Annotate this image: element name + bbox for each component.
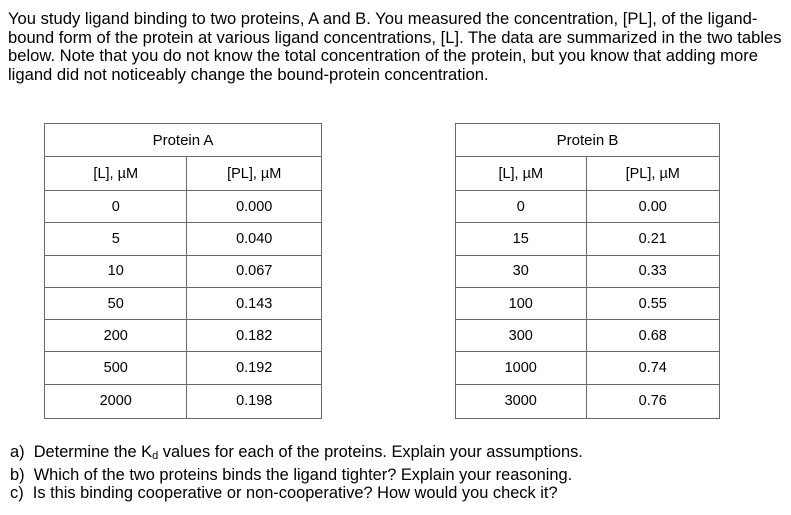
question-text: values for each of the proteins. Explain your assumptions. <box>158 443 583 461</box>
table-row <box>45 320 322 352</box>
question-a <box>10 443 583 466</box>
table-row <box>45 352 322 384</box>
table-row <box>456 255 720 287</box>
table-row <box>456 287 720 319</box>
bound-conc-cell: 0.33 <box>586 255 720 287</box>
question-marker: b) <box>10 465 25 484</box>
subscript-d: d <box>152 450 159 462</box>
protein-a-table <box>44 123 322 419</box>
bound-conc-cell: 0.74 <box>586 352 720 384</box>
question-text: Determine the K <box>33 443 153 461</box>
table-row <box>45 384 322 418</box>
bound-conc-cell: 0.55 <box>586 287 720 319</box>
table-row <box>456 191 720 223</box>
bound-conc-cell: 0.76 <box>586 384 720 418</box>
column-header: [PL], µM <box>586 157 720 191</box>
ligand-conc-cell: 0 <box>45 191 187 223</box>
question-text: Which of the two proteins binds the ligand tighter? Explain your reasoning. <box>33 465 573 484</box>
ligand-conc-cell: 100 <box>456 287 587 319</box>
table-body <box>45 157 322 419</box>
ligand-conc-cell: 300 <box>456 320 587 352</box>
bound-conc-cell: 0.000 <box>187 191 322 223</box>
protein-b-table <box>455 123 720 419</box>
header-row <box>456 157 720 191</box>
header-row <box>45 157 322 191</box>
bound-conc-cell: 0.143 <box>187 287 322 319</box>
question-c <box>10 484 583 503</box>
table-title: Protein B <box>456 124 720 157</box>
table-row <box>45 255 322 287</box>
bound-conc-cell: 0.067 <box>187 255 322 287</box>
column-header: [PL], µM <box>187 157 322 191</box>
question-marker: a) <box>10 443 25 461</box>
table-row <box>456 320 720 352</box>
ligand-conc-cell: 500 <box>45 352 187 384</box>
bound-conc-cell: 0.198 <box>187 384 322 418</box>
bound-conc-cell: 0.00 <box>586 191 720 223</box>
ligand-conc-cell: 2000 <box>45 384 187 418</box>
column-header: [L], µM <box>45 157 187 191</box>
problem-intro: You study ligand binding to two proteins, A and B. You measured the concentration, [PL], of the ligand-bound form of the protein at various ligand concentrations, [L]. The data are summarized in the two tables below. Note that you do not know the total concentration of the protein, but you know that adding more ligand did not noticeably change the bound-protein concentration. <box>8 9 782 84</box>
bound-conc-cell: 0.192 <box>187 352 322 384</box>
question-b <box>10 466 583 485</box>
table-row <box>456 223 720 255</box>
bound-conc-cell: 0.040 <box>187 223 322 255</box>
table-title: Protein A <box>45 124 322 157</box>
question-text: Is this binding cooperative or non-cooperative? How would you check it? <box>32 484 558 502</box>
ligand-conc-cell: 50 <box>45 287 187 319</box>
ligand-conc-cell: 15 <box>456 223 587 255</box>
column-header: [L], µM <box>456 157 587 191</box>
question-list <box>10 443 583 503</box>
ligand-conc-cell: 0 <box>456 191 587 223</box>
ligand-conc-cell: 5 <box>45 223 187 255</box>
table-row <box>45 191 322 223</box>
bound-conc-cell: 0.21 <box>586 223 720 255</box>
table-row <box>45 223 322 255</box>
table-body <box>456 157 720 419</box>
table-row <box>456 384 720 418</box>
ligand-conc-cell: 10 <box>45 255 187 287</box>
table-row <box>45 287 322 319</box>
ligand-conc-cell: 3000 <box>456 384 587 418</box>
table-row <box>456 352 720 384</box>
question-marker: c) <box>10 484 24 502</box>
ligand-conc-cell: 30 <box>456 255 587 287</box>
ligand-conc-cell: 1000 <box>456 352 587 384</box>
bound-conc-cell: 0.182 <box>187 320 322 352</box>
ligand-conc-cell: 200 <box>45 320 187 352</box>
bound-conc-cell: 0.68 <box>586 320 720 352</box>
